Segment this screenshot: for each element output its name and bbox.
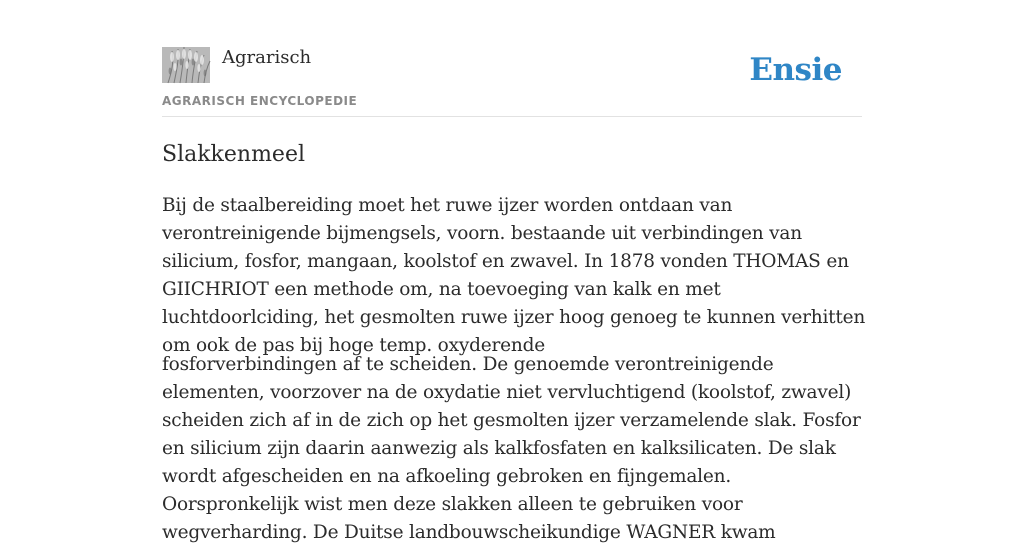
article-paragraph-2: fosforverbindingen af te scheiden. De genoemde verontreinigende elementen, voorzover na de oxydatie niet vervluchtigend (koolstof, zwavel) scheiden zich af in de zich op het gesmolten ijzer verzamelende slak. Fosfor en silicium zijn daarin aanwezig als kalkfosfaten en kalksilicaten. De slak wordt afgescheiden en na afkoeling gebroken en fijngemalen. Oorspronkelijk wist men deze slakken alleen te gebruiken voor wegverharding. De Duitse landbouwscheikundige WAGNER kwam: [162, 354, 861, 543]
brand-logo-link[interactable]: Ensie: [749, 52, 842, 88]
site-name-link[interactable]: Agrarisch: [222, 47, 312, 68]
article-paragraph-1: Bij de staalbereiding moet het ruwe ijzer worden ontdaan van verontreinigende bijmengsels, voorn. bestaande uit verbindingen van silicium, fosfor, mangaan, koolstof en zwavel. In 1878 vonden THOMAS en GIICHRIOT een methode om, na toevoeging van kalk en met luchtdoorlciding, het gesmolten ruwe ijzer hoog genoeg te kunnen verhitten om ook de pas bij hoge temp. oxyderende: [162, 195, 866, 356]
site-header: [162, 46, 862, 117]
category-avatar-wheat-icon[interactable]: [162, 47, 210, 83]
site-subtitle: AGRARISCH ENCYCLOPEDIE: [162, 94, 358, 108]
wheat-icon: [162, 47, 210, 83]
article-title: Slakkenmeel: [162, 142, 306, 167]
